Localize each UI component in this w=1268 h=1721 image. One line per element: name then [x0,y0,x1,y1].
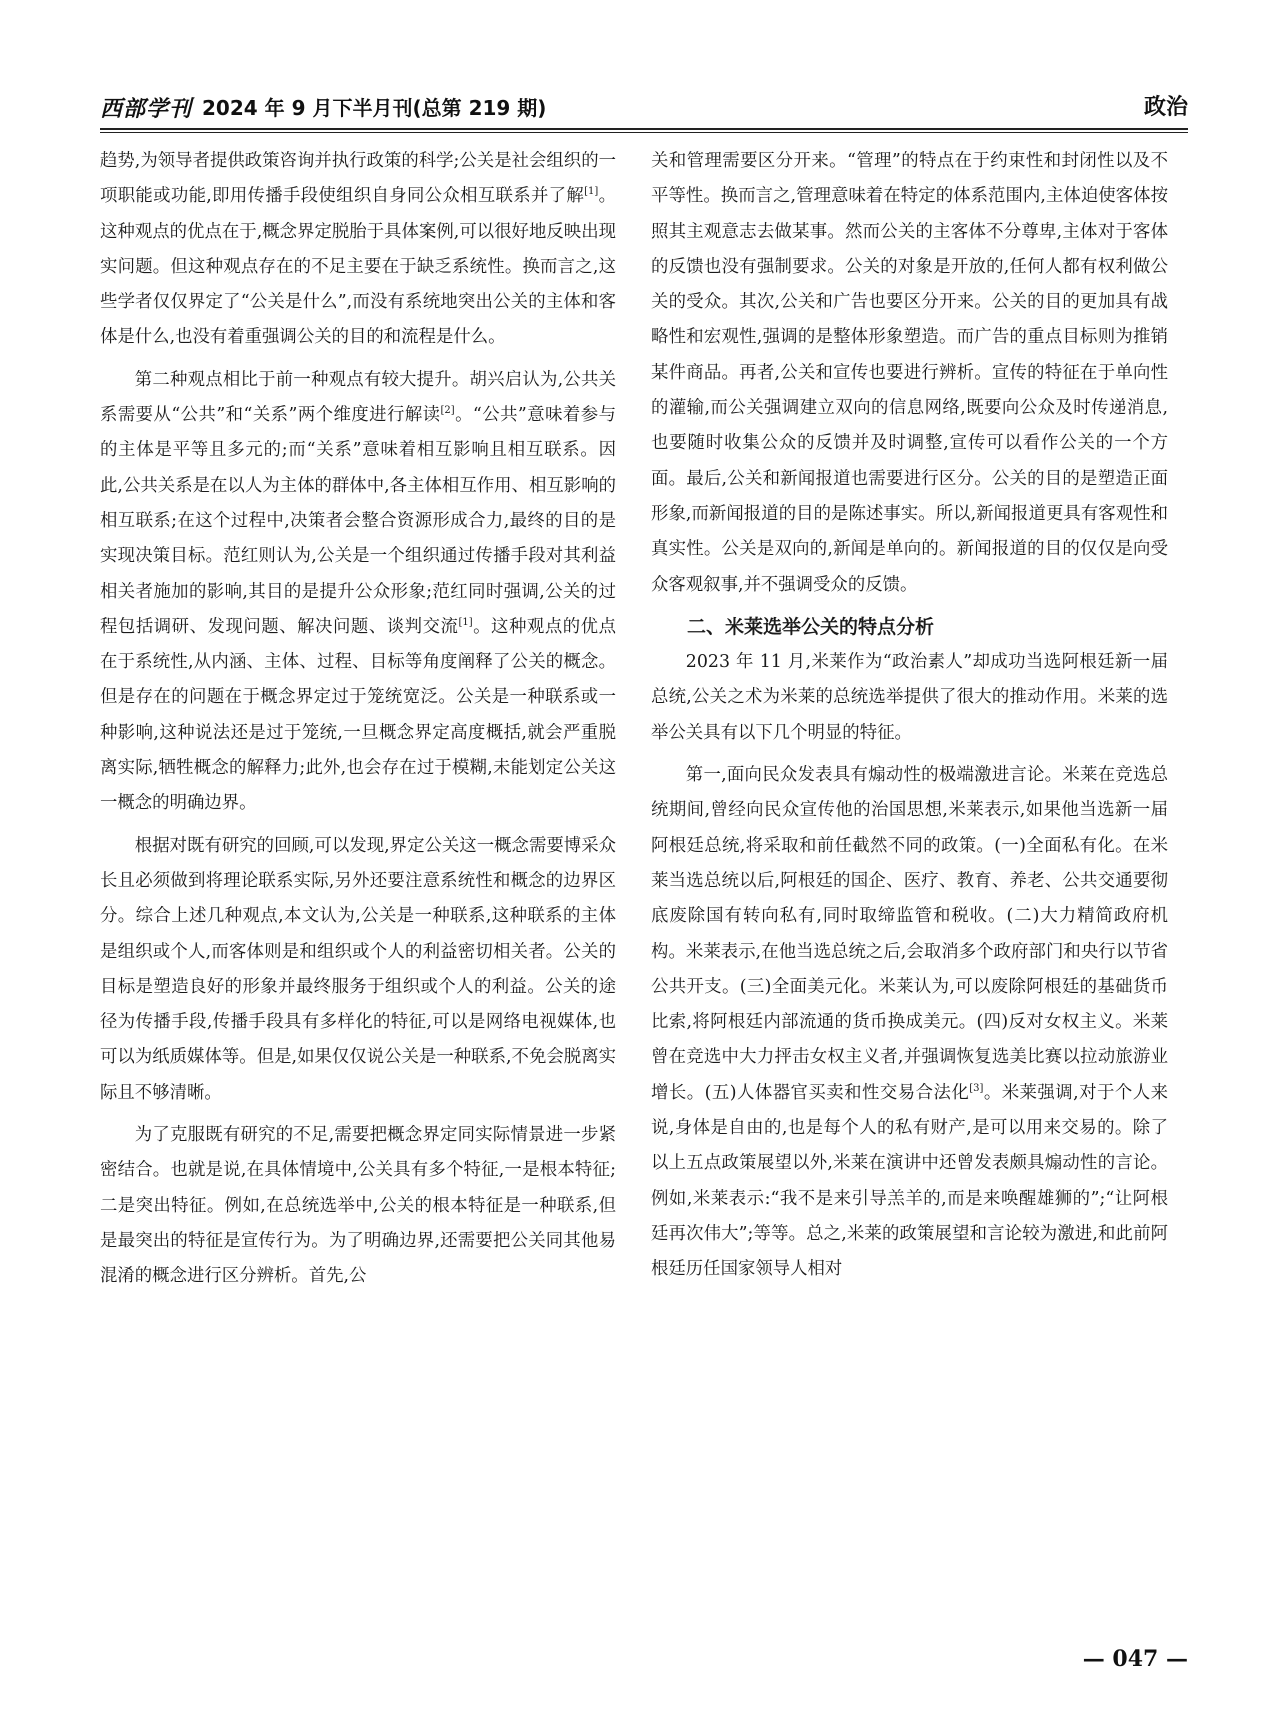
section-heading: 二、米莱选举公关的特点分析 [687,615,935,638]
paragraph: 根据对既有研究的回顾,可以发现,界定公关这一概念需要博采众长且必须做到将理论联系实际,另外还要注意系统性和概念的边界区分。综合上述几种观点,本文认为,公关是一种联系,这种联系的主体是组织或个人,而客体则是和组织或个人的利益密切相关者。公关的目标是塑造良好的形象并最终服务于组织或个人的利益。公关的途径为传播手段,传播手段具有多样化的特征,可以是网络电视媒体,也可以为纸质媒体等。但是,如果仅仅说公关是一种联系,不免会脱离实际且不够清晰。 [100,835,616,1103]
header-rule-thin [100,132,1188,133]
citation: [3] [969,1082,984,1094]
journal-logo: 西部学刊 [100,96,193,122]
citation: [2] [440,405,455,417]
paragraph: 为了克服既有研究的不足,需要把概念界定同实际情景进一步紧密结合。也就是说,在具体情境中,公关具有多个特征,一是根本特征;二是突出特征。例如,在总统选举中,公关的根本特征是一种联系,但是最突出的特征是宣传行为。为了明确边界,还需要把公关同其他易混淆的概念进行区分辨析。首先,公 [100,1125,616,1287]
section-name: 政治 [1143,95,1188,120]
issue-info: 2024 年 9 月下半月刊(总第 219 期) [202,96,547,120]
running-header [100,88,1188,128]
header-rule [100,128,1188,130]
right-column [651,144,1168,1288]
paragraph: 关和管理需要区分开来。“管理”的特点在于约束性和封闭性以及不平等性。换而言之,管理意味着在特定的体系范围内,主体迫使客体按照其主观意志去做某事。然而公关的主客体不分尊卑,主体对于客体的反馈也没有强制要求。公关的对象是开放的,任何人都有权利做公关的受众。其次,公关和广告也要区分开来。公关的目的更加具有战略性和宏观性,强调的是整体形象塑造。而广告的重点目标则为推销某件商品。再者,公关和宣传也要进行辨析。宣传的特征在于单向性的灌输,而公关强调建立双向的信息网络,既要向公众及时传递消息,也要随时收集公众的反馈并及时调整,宣传可以看作公关的一个方面。最后,公关和新闻报道也需要进行区分。公关的目的是塑造正面形象,而新闻报道的目的是陈述事实。所以,新闻报道更具有客观性和真实性。公关是双向的,新闻是单向的。新闻报道的目的仅仅是向受众客观叙事,并不强调受众的反馈。 [651,151,1168,595]
citation: [1] [458,617,473,629]
paragraph: 趋势,为领导者提供政策咨询并执行政策的科学;公关是社会组织的一项职能或功能,即用传播手段使组织自身同公众相互联系并了解[1]。这种观点的优点在于,概念界定脱胎于具体案例,可以很好地反映出现实问题。但这种观点存在的不足主要在于缺乏系统性。换而言之,这些学者仅仅界定了“公关是什么”,而没有系统地突出公关的主体和客体是什么,也没有着重强调公关的目的和流程是什么。 [100,151,616,348]
paragraph: 第二种观点相比于前一种观点有较大提升。胡兴启认为,公共关系需要从“公共”和“关系”两个维度进行解读[2]。“公共”意味着参与的主体是平等且多元的;而“关系”意味着相互影响且相互联系。因此,公共关系是在以人为主体的群体中,各主体相互作用、相互影响的相互联系;在这个过程中,决策者会整合资源形成合力,最终的目的是实现决策目标。范红则认为,公关是一个组织通过传播手段对其利益相关者施加的影响,其目的是提升公众形象;范红同时强调,公关的过程包括调研、发现问题、解决问题、谈判交流[1]。这种观点的优点在于系统性,从内涵、主体、过程、目标等角度阐释了公关的概念。但是存在的问题在于概念界定过于笼统宽泛。公关是一种联系或一种影响,这种说法还是过于笼统,一旦概念界定高度概括,就会严重脱离实际,牺牲概念的解释力;此外,也会存在过于模糊,未能划定公关这一概念的明确边界。 [100,369,616,814]
left-column [100,144,616,1295]
citation: [1] [584,186,599,198]
paragraph: 第一,面向民众发表具有煽动性的极端激进言论。米莱在竞选总统期间,曾经向民众宣传他的治国思想,米莱表示,如果他当选新一届阿根廷总统,将采取和前任截然不同的政策。(一)全面私有化。在米莱当选总统以后,阿根廷的国企、医疗、教育、养老、公共交通要彻底废除国有转向私有,同时取缔监管和税收。(二)大力精简政府机构。米莱表示,在他当选总统之后,会取消多个政府部门和央行以节省公共开支。(三)全面美元化。米莱认为,可以废除阿根廷的基础货币比索,将阿根廷内部流通的货币换成美元。(四)反对女权主义。米莱曾在竞选中大力抨击女权主义者,并强调恢复选美比赛以拉动旅游业增长。(五)人体器官买卖和性交易合法化[3]。米莱强调,对于个人来说,身体是自由的,也是每个人的私有财产,是可以用来交易的。除了以上五点政策展望以外,米莱在演讲中还曾发表颇具煽动性的言论。例如,米莱表示:“我不是来引导羔羊的,而是来唤醒雄狮的”;“让阿根廷再次伟大”;等等。总之,米莱的政策展望和言论较为激进,和此前阿根廷历任国家领导人相对 [651,765,1168,1280]
paragraph: 2023 年 11 月,米莱作为“政治素人”却成功当选阿根廷新一届总统,公关之术为米莱的总统选举提供了很大的推动作用。米莱的选举公关具有以下几个明显的特征。 [651,652,1168,743]
page-number: — 047 — [1082,1646,1188,1672]
